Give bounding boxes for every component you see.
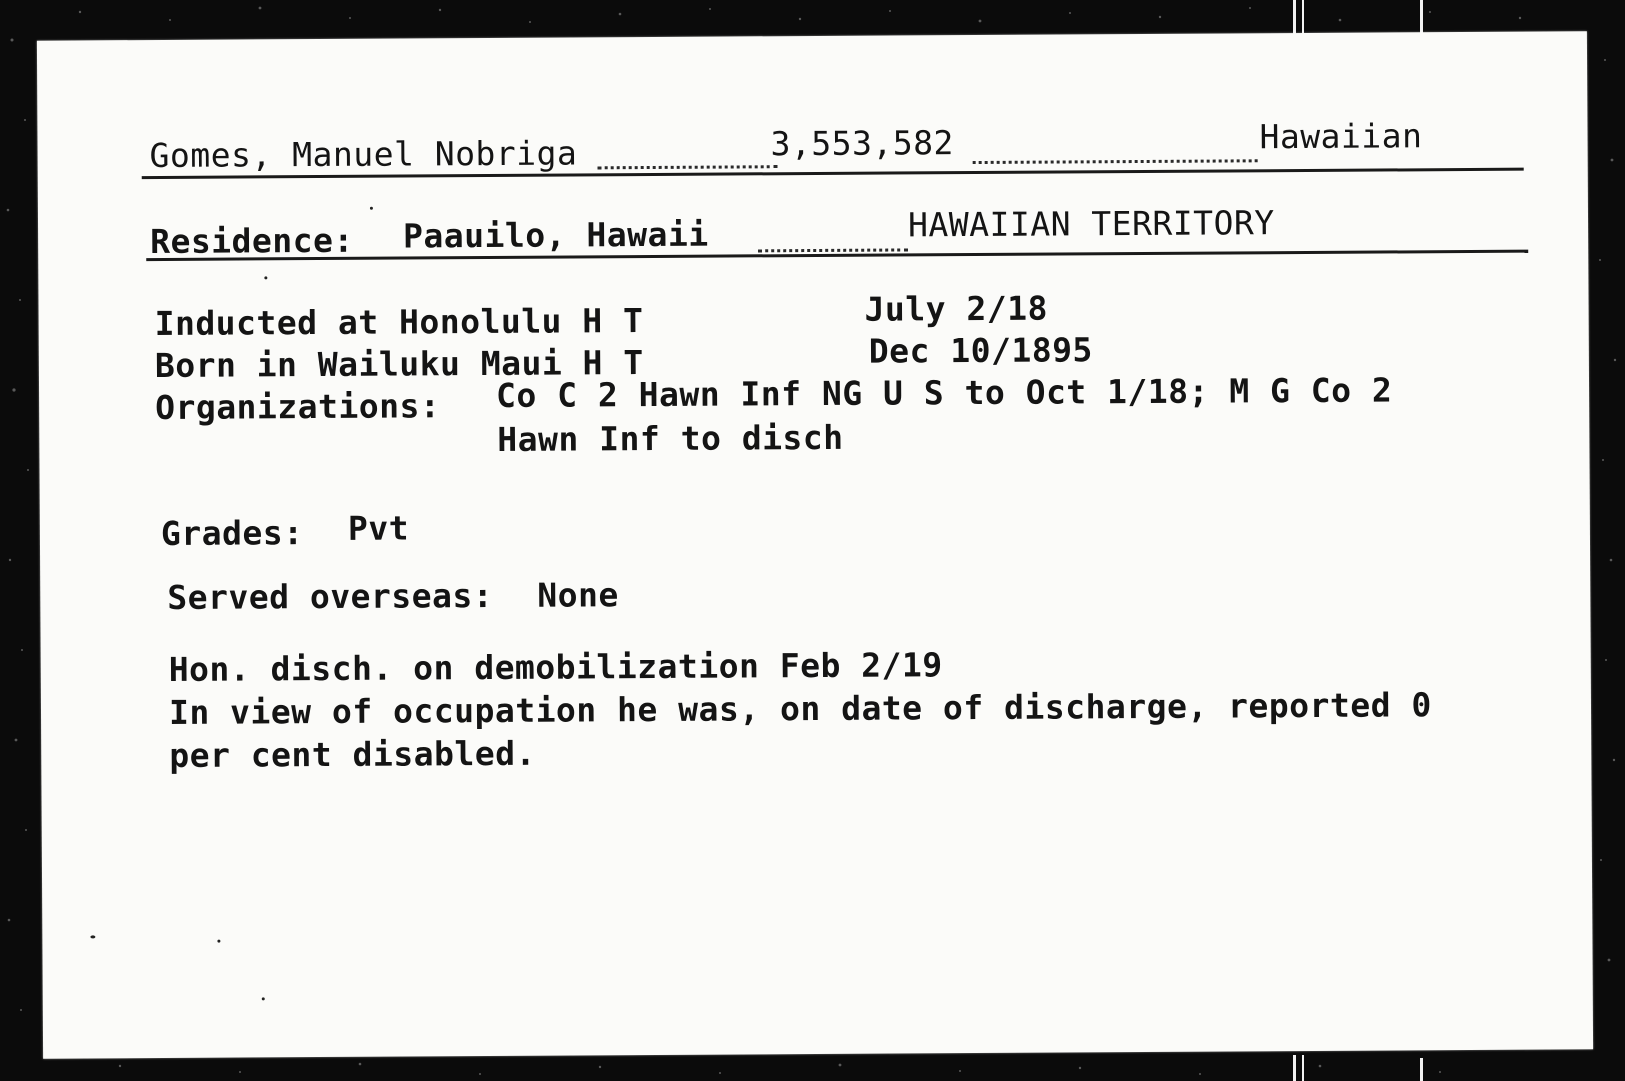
record-card xyxy=(37,31,1593,1058)
header-fill-dots xyxy=(598,165,778,169)
scan-edge-bar xyxy=(1420,0,1423,36)
serial-number: 3,553,582 xyxy=(770,123,954,164)
ink-speck xyxy=(264,276,267,279)
overseas-value: None xyxy=(537,575,619,615)
inducted-text: Inducted at Honolulu H T xyxy=(154,301,644,344)
ink-speck xyxy=(90,935,95,938)
discharge-line-1: Hon. disch. on demobilization Feb 2/19 xyxy=(168,645,943,689)
grades-value: Pvt xyxy=(347,508,410,548)
ink-speck xyxy=(217,940,220,943)
ink-speck xyxy=(262,997,265,1000)
residence-place: Paauilo, Hawaii xyxy=(402,214,709,256)
born-date: Dec 10/1895 xyxy=(868,330,1093,371)
discharge-line-3: per cent disabled. xyxy=(169,733,537,775)
soldier-name: Gomes, Manuel Nobriga xyxy=(149,133,578,176)
residence-label: Residence: xyxy=(150,220,354,262)
organizations-line-2: Hawn Inf to disch xyxy=(497,417,844,459)
inducted-date: July 2/18 xyxy=(864,288,1048,329)
race-label: Hawaiian xyxy=(1259,116,1423,157)
scan-edge-bar xyxy=(1293,1055,1296,1081)
residence-territory: HAWAIIAN TERRITORY xyxy=(907,203,1275,245)
grades-label: Grades: xyxy=(160,513,304,553)
overseas-label: Served overseas: xyxy=(167,575,494,617)
ink-speck xyxy=(370,207,373,210)
header-fill-dots xyxy=(973,159,1258,164)
organizations-line-1: Co C 2 Hawn Inf NG U S to Oct 1/18; M G Co 2 xyxy=(495,370,1393,415)
organizations-label: Organizations: xyxy=(155,386,441,428)
born-text: Born in Wailuku Maui H T xyxy=(154,343,644,386)
scan-edge-bar xyxy=(1302,1055,1304,1081)
residence-fill-dots xyxy=(758,248,908,252)
discharge-line-2: In view of occupation he was, on date of discharge, reported 0 xyxy=(168,685,1432,732)
scan-edge-bar xyxy=(1420,1058,1423,1081)
